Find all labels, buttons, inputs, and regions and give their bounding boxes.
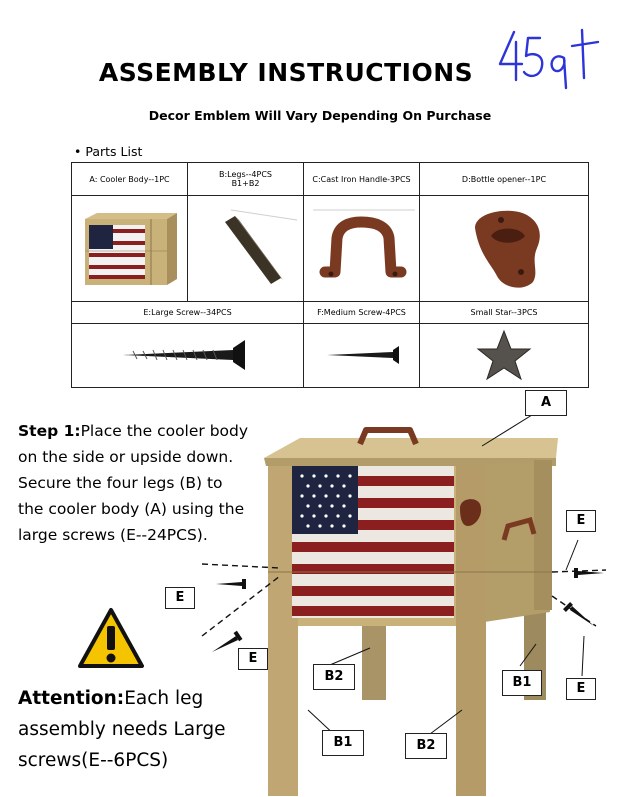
part-f-image (304, 324, 420, 388)
part-d-header: D:Bottle opener--1PC (420, 163, 589, 196)
page-title: ASSEMBLY INSTRUCTIONS (98, 58, 474, 87)
handwritten-45qt-note (492, 22, 612, 92)
cooler-lid (264, 438, 558, 458)
part-d-image (420, 196, 589, 302)
callout-b1-right: B1 (502, 670, 542, 696)
subtitle: Decor Emblem Will Vary Depending On Purchase (148, 108, 492, 123)
callout-e-right-top: E (566, 510, 596, 532)
large-screw-icon (113, 330, 263, 380)
handle-icon (307, 200, 417, 296)
attention-text: Each leg assembly needs Large screws(E--6PCS) (18, 688, 226, 771)
part-f-header: F:Medium Screw-4PCS (304, 302, 420, 324)
part-a-header: A: Cooler Body--1PC (72, 163, 188, 196)
attention-heading: Attention: (18, 688, 125, 709)
part-e-image (72, 324, 304, 388)
leg-icon (191, 200, 301, 296)
bottle-opener-icon (449, 200, 559, 296)
callout-e-left-bottom: E (238, 648, 268, 670)
part-star-image (420, 324, 589, 388)
part-c-header: C:Cast Iron Handle-3PCS (304, 163, 420, 196)
callout-e-right-bottom: E (566, 678, 596, 700)
star-icon (474, 327, 534, 383)
part-b-header: B:Legs--4PCS B1+B2 (188, 163, 304, 196)
screw-left-top (216, 579, 246, 589)
medium-screw-icon (307, 330, 417, 380)
callout-b2-bottom: B2 (405, 733, 447, 759)
step-1-heading: Step 1: (18, 422, 81, 440)
parts-list-label: • Parts List (74, 144, 143, 159)
callout-e-left-top: E (165, 587, 195, 609)
parts-table (71, 162, 589, 388)
screw-right-top (574, 568, 604, 578)
flag-emblem (292, 466, 454, 618)
part-star-header: Small Star--3PCS (420, 302, 589, 324)
callout-b2-left: B2 (313, 664, 355, 690)
part-c-image (304, 196, 420, 302)
part-e-header: E:Large Screw--34PCS (72, 302, 304, 324)
callout-b1-bottom: B1 (322, 730, 364, 756)
part-a-image (72, 196, 188, 302)
step-1-text: Place the cooler body on the side or upside down. Secure the four legs (B) to the cooler body (A) using the large screws (E--24PCS). (18, 422, 249, 544)
cooler-assembly-diagram (0, 380, 622, 797)
cooler-body-icon (75, 203, 185, 293)
part-b-image (188, 196, 304, 302)
callout-a: A (525, 390, 567, 416)
